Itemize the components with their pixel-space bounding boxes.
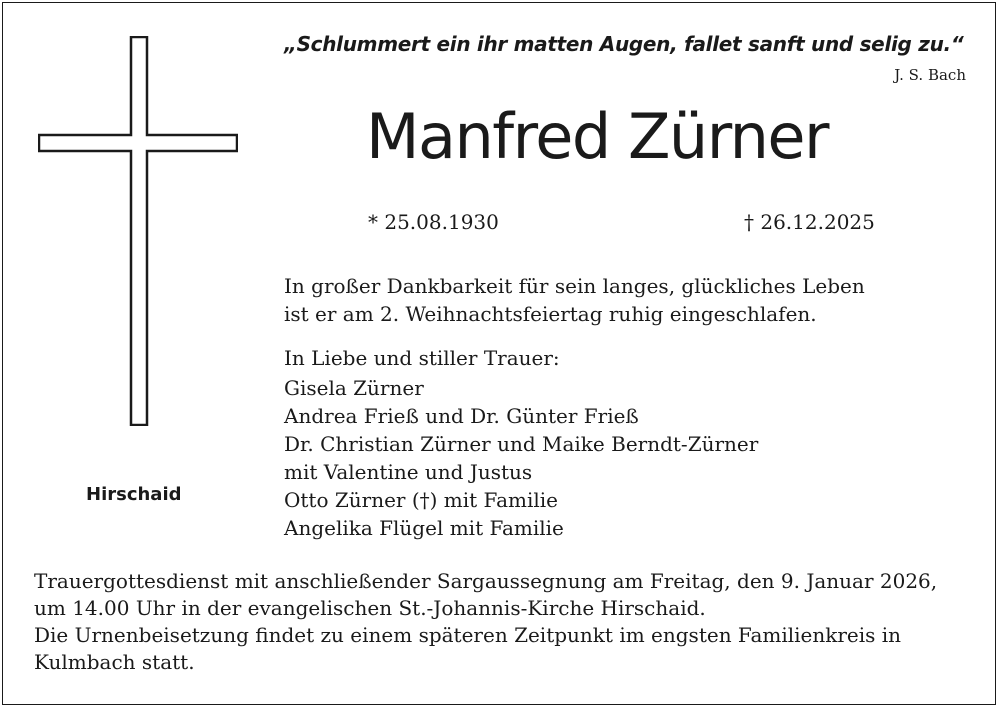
mourner-item: Andrea Frieß und Dr. Günter Frieß — [284, 404, 639, 428]
mourner-item: Gisela Zürner — [284, 376, 424, 400]
quote-author: J. S. Bach — [894, 66, 966, 84]
birth-date: * 25.08.1930 — [368, 210, 499, 234]
cross-icon — [38, 36, 238, 426]
mourner-item: Otto Zürner (†) mit Familie — [284, 488, 558, 512]
mourning-heading: In Liebe und stiller Trauer: — [284, 346, 560, 370]
intro-text — [284, 272, 865, 328]
mourner-item: mit Valentine und Justus — [284, 460, 533, 484]
mourner-item: Dr. Christian Zürner und Maike Berndt-Zürner — [284, 432, 759, 456]
service-line: um 14.00 Uhr in der evangelischen St.-Johannis-Kirche Hirschaid. — [34, 596, 706, 620]
service-line: Kulmbach statt. — [34, 650, 195, 674]
death-date: † 26.12.2025 — [744, 210, 875, 234]
intro-line: ist er am 2. Weihnachtsfeiertag ruhig eingeschlafen. — [284, 302, 817, 326]
mourners-list — [284, 374, 758, 542]
bible-quote: „Schlummert ein ihr matten Augen, fallet sanft und selig zu.“ — [284, 32, 964, 56]
service-line: Trauergottesdienst mit anschließender Sargaussegnung am Freitag, den 9. Januar 2026, — [34, 569, 938, 593]
service-line: Die Urnenbeisetzung findet zu einem späteren Zeitpunkt im engsten Familienkreis in — [34, 623, 902, 647]
deceased-name: Manfred Zürner — [366, 100, 829, 173]
place-name: Hirschaid — [86, 484, 182, 505]
mourner-item: Angelika Flügel mit Familie — [284, 516, 564, 540]
intro-line: In großer Dankbarkeit für sein langes, glückliches Leben — [284, 274, 865, 298]
service-info — [34, 568, 937, 676]
